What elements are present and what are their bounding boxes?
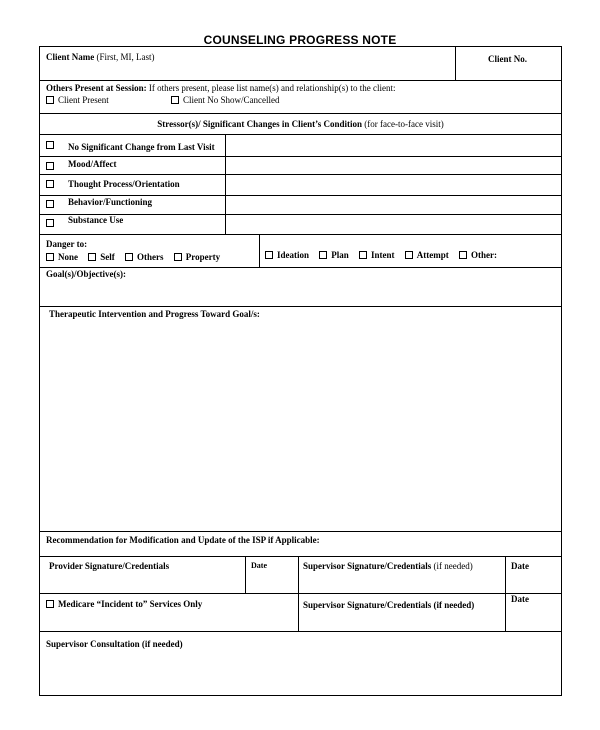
mood-affect-label: Mood/Affect	[68, 159, 117, 169]
supervisor-signature-field[interactable]	[303, 561, 473, 572]
divider	[40, 531, 561, 532]
other-checkbox[interactable]	[459, 251, 467, 259]
divider	[40, 80, 561, 81]
supervisor-consultation-field[interactable]: Supervisor Consultation (if needed)	[46, 639, 183, 649]
thought-process-checkbox[interactable]	[46, 180, 54, 188]
danger-others-option[interactable]	[125, 252, 164, 262]
no-change-label: No Significant Change from Last Visit	[68, 142, 215, 152]
intent-label: Intent	[371, 250, 395, 260]
provider-signature-field[interactable]: Provider Signature/Credentials	[49, 561, 170, 571]
divider	[40, 113, 561, 114]
goals-field[interactable]: Goal(s)/Objective(s):	[46, 269, 126, 279]
divider	[40, 156, 561, 157]
others-present-hint: If others present, please list name(s) and relationship(s) to the client:	[148, 83, 396, 93]
divider	[40, 631, 561, 632]
supervisor-date-2-field[interactable]: Date	[511, 594, 529, 604]
danger-self-checkbox[interactable]	[88, 253, 96, 261]
attempt-checkbox[interactable]	[405, 251, 413, 259]
client-number-label: Client No.	[488, 54, 527, 64]
supervisor-signature-label: Supervisor Signature/Credentials	[303, 561, 432, 571]
danger-types	[265, 250, 497, 261]
danger-targets	[46, 252, 220, 263]
divider	[40, 234, 561, 235]
danger-property-checkbox[interactable]	[174, 253, 182, 261]
client-present-label: Client Present	[58, 95, 109, 105]
intervention-field[interactable]: Therapeutic Intervention and Progress Toward Goal/s:	[49, 309, 260, 319]
others-present-label: Others Present at Session:	[46, 83, 147, 93]
stressors-header-label: Stressor(s)/ Significant Changes in Client’s Condition	[157, 119, 363, 129]
client-no-show-checkbox[interactable]	[171, 96, 179, 104]
danger-property-option[interactable]	[174, 252, 220, 262]
divider	[40, 593, 561, 594]
divider	[259, 234, 260, 267]
plan-label: Plan	[331, 250, 349, 260]
medicare-option[interactable]	[46, 599, 202, 610]
danger-others-label: Others	[137, 252, 164, 262]
client-name-hint: (First, MI, Last)	[96, 52, 155, 62]
danger-others-checkbox[interactable]	[125, 253, 133, 261]
client-no-show-option[interactable]	[171, 95, 280, 106]
danger-label: Danger to:	[46, 239, 88, 249]
thought-process-label: Thought Process/Orientation	[68, 179, 180, 189]
divider	[245, 556, 246, 593]
substance-use-checkbox[interactable]	[46, 219, 54, 227]
behavior-label: Behavior/Functioning	[68, 197, 153, 207]
mood-affect-checkbox[interactable]	[46, 162, 54, 170]
medicare-label: Medicare “Incident to” Services Only	[58, 599, 203, 609]
other-option[interactable]	[459, 250, 497, 260]
divider	[40, 306, 561, 307]
provider-date-field[interactable]: Date	[251, 561, 267, 570]
client-present-checkbox[interactable]	[46, 96, 54, 104]
substance-use-label: Substance Use	[68, 215, 124, 225]
danger-none-label: None	[58, 252, 78, 262]
danger-property-label: Property	[185, 252, 221, 262]
danger-self-label: Self	[100, 252, 115, 262]
supervisor-date-field[interactable]: Date	[511, 561, 529, 571]
divider	[40, 556, 561, 557]
ideation-label: Ideation	[277, 250, 310, 260]
other-label: Other:	[471, 250, 498, 260]
intent-checkbox[interactable]	[359, 251, 367, 259]
recommendation-field[interactable]: Recommendation for Modification and Update of the ISP if Applicable:	[46, 535, 320, 545]
client-no-show-label: Client No Show/Cancelled	[183, 95, 280, 105]
plan-checkbox[interactable]	[319, 251, 327, 259]
divider	[40, 134, 561, 135]
danger-none-checkbox[interactable]	[46, 253, 54, 261]
no-change-checkbox[interactable]	[46, 141, 54, 149]
ideation-option[interactable]	[265, 250, 309, 260]
attempt-label: Attempt	[416, 250, 449, 260]
danger-self-option[interactable]	[88, 252, 115, 262]
divider	[40, 267, 561, 268]
client-present-option[interactable]	[46, 95, 109, 106]
intent-option[interactable]	[359, 250, 395, 260]
behavior-checkbox[interactable]	[46, 200, 54, 208]
form-title: COUNSELING PROGRESS NOTE	[203, 33, 397, 47]
others-present-row	[46, 83, 396, 94]
supervisor-if-needed: (if needed)	[433, 561, 473, 571]
danger-none-option[interactable]	[46, 252, 78, 262]
stressors-header-hint: (for face-to-face visit)	[364, 119, 444, 129]
ideation-checkbox[interactable]	[265, 251, 273, 259]
client-name-label: Client Name	[46, 52, 95, 62]
progress-note-form	[39, 46, 562, 696]
stressors-header	[40, 119, 561, 130]
divider	[225, 134, 226, 234]
attempt-option[interactable]	[405, 250, 449, 260]
plan-option[interactable]	[319, 250, 349, 260]
client-name-field[interactable]	[46, 52, 155, 63]
medicare-checkbox[interactable]	[46, 600, 54, 608]
divider	[455, 47, 456, 80]
divider	[40, 195, 561, 196]
divider	[40, 174, 561, 175]
supervisor-signature-2-field[interactable]: Supervisor Signature/Credentials (if needed)	[303, 600, 475, 610]
